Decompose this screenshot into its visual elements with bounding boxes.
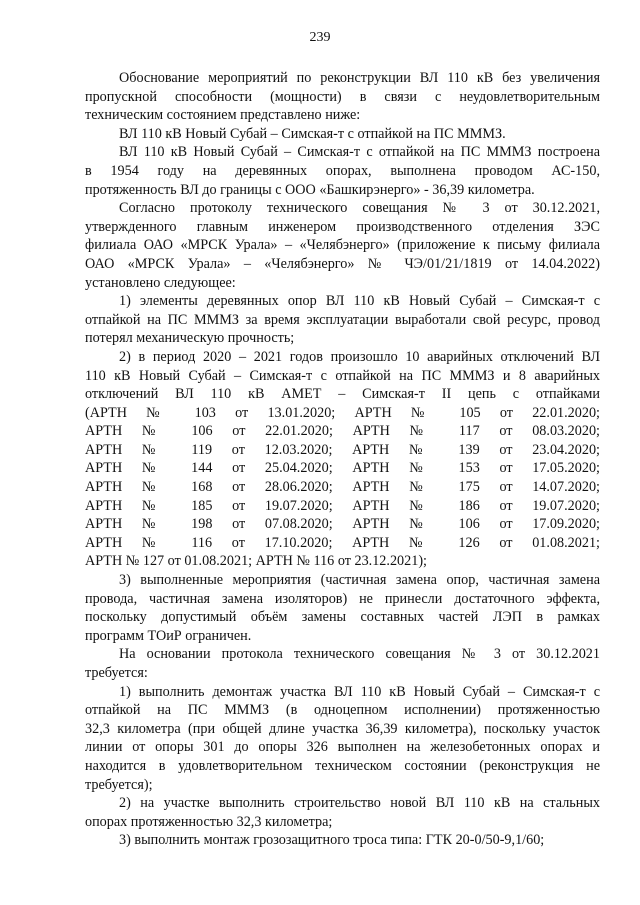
paragraph-history [85,143,600,199]
page-number: 239 [309,30,331,45]
text-line: требуется: [85,665,148,681]
text-line: Согласно протоколу технического совещания № 3 от 30.12.2021, [119,200,600,217]
text-line: пропускной способности (мощности) в связи с неудовлетворительным [85,88,600,105]
text-line: программ ТОиР ограничен. [85,627,252,644]
paragraph-line-name [85,125,600,144]
text-line: отпайкой на ПС МММЗ (в одноцепном исполнении) протяженностью [85,702,600,719]
text-line: 1) выполнить демонтаж участка ВЛ 110 кВ Новый Субай – Симская-т с [119,683,600,700]
text-line: АРТН № 198 от 07.08.2020; АРТН № 106 от 17.09.2020; [85,516,600,533]
text-line: протяженность ВЛ до границы с ООО «Башкирэнерго» - 36,39 километра. [85,181,535,198]
requirement-1 [85,683,600,795]
text-line: АРТН № 116 от 17.10.2020; АРТН № 126 от 01.08.2021; [85,534,600,551]
list-item-3 [85,571,600,645]
text-line: поскольку допустимый объём замены составных частей ЛЭП в рамках [85,609,600,626]
text-line: ВЛ 110 кВ Новый Субай – Симская-т с отпайкой на ПС МММЗ. [119,125,506,142]
text-line: 1) элементы деревянных опор ВЛ 110 кВ Новый Субай – Симская-т с [119,293,600,310]
text-line: 2) в период 2020 – 2021 годов произошло 10 аварийных отключений ВЛ [119,348,600,365]
list-item-1 [85,292,600,348]
text-line: АРТН № 144 от 25.04.2020; АРТН № 153 от 17.05.2020; [85,460,600,477]
text-line: требуется); [85,776,153,793]
text-line: АРТН № 168 от 28.06.2020; АРТН № 175 от 14.07.2020; [85,479,600,496]
text-line: 2) на участке выполнить строительство новой ВЛ 110 кВ на стальных [119,795,600,812]
text-line: в 1954 году на деревянных опорах, выполнена проводом АС-150, [85,162,600,179]
text-line: (АРТН № 103 от 13.01.2020; АРТН № 105 от 22.01.2020; [85,404,600,421]
paragraph-basis [85,645,600,682]
requirement-3 [85,831,600,850]
requirement-2 [85,794,600,831]
text-line: АРТН № 119 от 12.03.2020; АРТН № 139 от 23.04.2020; [85,441,600,458]
text-line: филиала ОАО «МРСК Урала» – «Челябэнерго» (приложение к письму филиала [85,237,600,254]
text-line: АРТН № 127 от 01.08.2021; АРТН № 116 от 23.12.2021); [85,553,427,570]
text-line: отпайкой на ПС МММЗ за время эксплуатации выработали свой ресурс, провод [85,311,600,328]
text-line: отключений ВЛ 110 кВ АМЕТ – Симская-т II цепь с отпайками [85,386,600,403]
text-line: утвержденного главным инженером производственного отделения ЗЭС [85,218,600,235]
text-line: 110 кВ Новый Субай – Симская-т с отпайкой на ПС МММЗ и 8 аварийных [85,367,600,384]
text-line: опорах протяженностью 32,3 километра; [85,813,333,830]
text-line: На основании протокола технического совещания № 3 от 30.12.2021 [119,646,600,663]
text-line: 3) выполнить монтаж грозозащитного троса типа: ГТК 20-0/50-9,1/60; [119,832,545,849]
text-line: Обоснование мероприятий по реконструкции ВЛ 110 кВ без увеличения [119,70,600,86]
text-line: АРТН № 106 от 22.01.2020; АРТН № 117 от 08.03.2020; [85,423,600,440]
text-line: потерял механическую прочность; [85,330,295,347]
text-line: провода, частичная замена изоляторов) не принесли достаточного эффекта, [85,590,600,607]
paragraph-intro [85,69,600,125]
text-line: ВЛ 110 кВ Новый Субай – Симская-т с отпайкой на ПС МММЗ построена [119,144,600,161]
text-line: АРТН № 185 от 19.07.2020; АРТН № 186 от 19.07.2020; [85,497,600,514]
text-line: 3) выполненные мероприятия (частичная замена опор, частичная замена [119,572,600,589]
text-line: ОАО «МРСК Урала» – «Челябэнерго» № ЧЭ/01/21/1819 от 14.04.2022) [85,255,600,272]
list-item-2 [85,348,600,571]
document-body [85,69,600,850]
text-line: установлено следующее: [85,274,236,291]
text-line: находится в удовлетворительном техническом состоянии (реконструкция не [85,757,600,774]
text-line: 32,3 километра (при общей длине участка 36,39 километра), поскольку участок [85,720,600,737]
text-line: линии от опоры 301 до опоры 326 выполнен на железобетонных опорах и [85,739,600,756]
text-line: техническим состоянием представлено ниже: [85,107,361,124]
paragraph-protocol [85,199,600,292]
